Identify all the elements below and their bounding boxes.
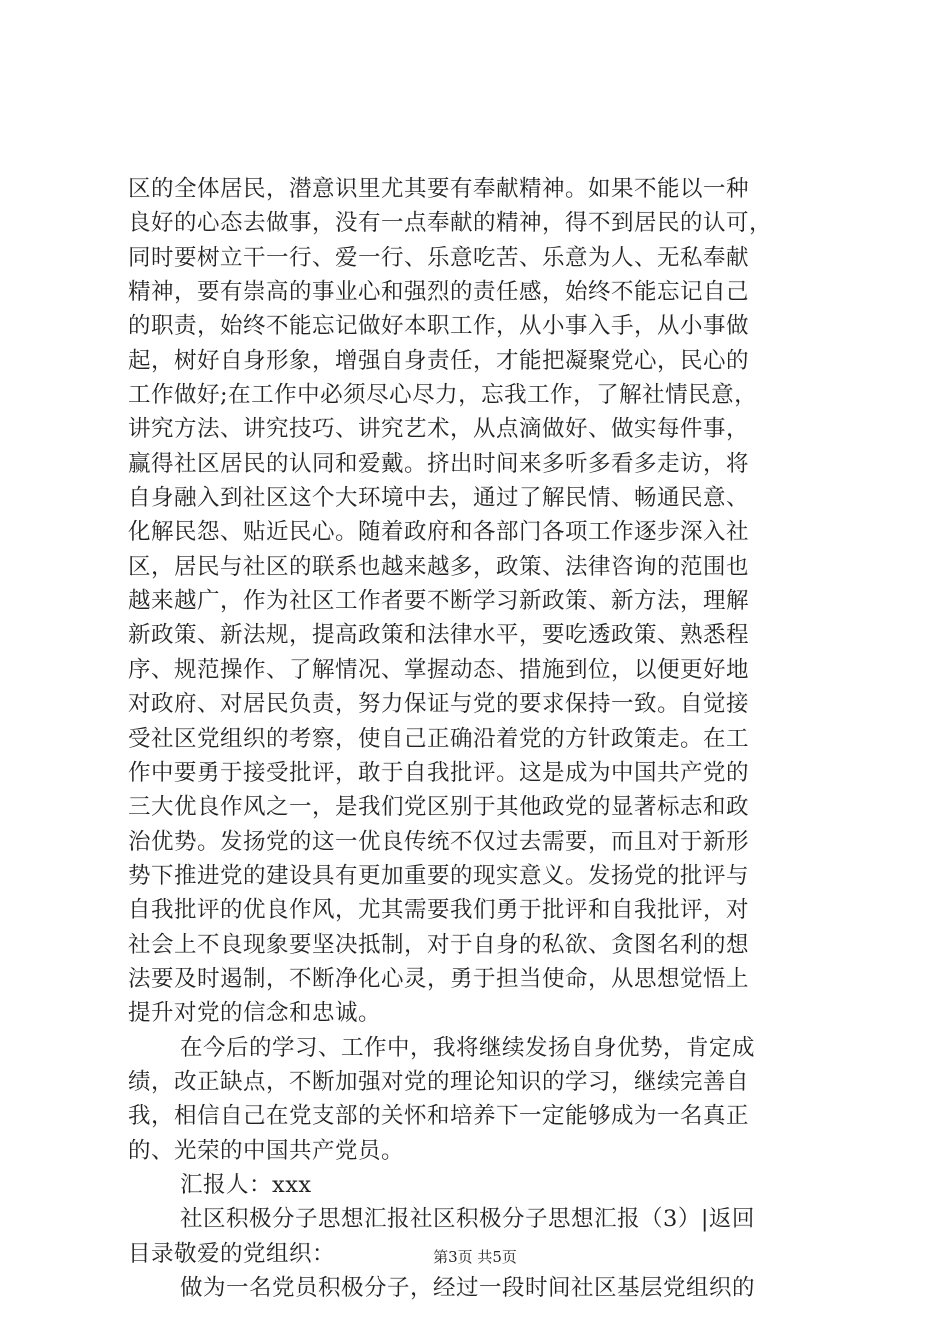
text-line: 精神，要有崇高的事业心和强烈的责任感，始终不能忘记自己 bbox=[128, 279, 750, 306]
text-line: 区，居民与社区的联系也越来越多，政策、法律咨询的范围也 bbox=[128, 553, 750, 580]
text-line: 起，树好自身形象，增强自身责任，才能把凝聚党心，民心的 bbox=[128, 347, 750, 374]
text-line: 对政府、对居民负责，努力保证与党的要求保持一致。自觉接 bbox=[128, 691, 750, 718]
text-line: 化解民怨、贴近民心。随着政府和各部门各项工作逐步深入社 bbox=[128, 519, 750, 546]
text-line: 的职责，始终不能忘记做好本职工作，从小事入手，从小事做 bbox=[128, 313, 750, 340]
text-line: 势下推进党的建设具有更加重要的现实意义。发扬党的批评与 bbox=[128, 862, 750, 889]
text-line: 三大优良作风之一，是我们党区别于其他政党的显著标志和政 bbox=[128, 794, 750, 821]
text-line: 治优势。发扬党的这一优良传统不仅过去需要，而且对于新形 bbox=[128, 828, 750, 855]
text-line: 赢得社区居民的认同和爱戴。挤出时间来多听多看多走访，将 bbox=[128, 450, 750, 477]
paragraph-start-line: 在今后的学习、工作中，我将继续发扬自身优势，肯定成 bbox=[180, 1034, 756, 1061]
document-body bbox=[128, 172, 844, 1305]
text-line: 同时要树立干一行、爱一行、乐意吃苦、乐意为人、无私奉献 bbox=[128, 244, 750, 271]
text-line: 序、规范操作、了解情况、掌握动态、措施到位，以便更好地 bbox=[128, 656, 750, 683]
page-number-footer: 第3页 共5页 bbox=[433, 1248, 517, 1266]
text-line: 新政策、新法规，提高政策和法律水平，要吃透政策、熟悉程 bbox=[128, 622, 750, 649]
text-line: 良好的心态去做事，没有一点奉献的精神，得不到居民的认可， bbox=[128, 210, 773, 237]
reporter-signature-line: 汇报人：xxx bbox=[180, 1171, 312, 1198]
text-line: 法要及时遏制，不断净化心灵，勇于担当使命，从思想觉悟上 bbox=[128, 965, 750, 992]
text-line: 的、光荣的中国共产党员。 bbox=[128, 1137, 405, 1164]
text-line: 受社区党组织的考察，使自己正确沿着党的方针政策走。在工 bbox=[128, 725, 750, 752]
text-line: 社会上不良现象要坚决抵制，对于自身的私欲、贪图名利的想 bbox=[128, 931, 750, 958]
text-line: 越来越广，作为社区工作者要不断学习新政策、新方法，理解 bbox=[128, 588, 750, 615]
text-line: 讲究方法、讲究技巧、讲究艺术，从点滴做好、做实每件事， bbox=[128, 416, 750, 443]
text-line: 我，相信自己在党支部的关怀和培养下一定能够成为一名真正 bbox=[128, 1103, 750, 1130]
text-line: 作中要勇于接受批评，敢于自我批评。这是成为中国共产党的 bbox=[128, 759, 750, 786]
text-line: 自身融入到社区这个大环境中去，通过了解民情、畅通民意、 bbox=[128, 485, 750, 512]
text-line: 提升对党的信念和忠诚。 bbox=[128, 1000, 382, 1027]
paragraph-start-line: 做为一名党员积极分子，经过一段时间社区基层党组织的 bbox=[180, 1275, 756, 1301]
text-line: 绩，改正缺点，不断加强对党的理论知识的学习，继续完善自 bbox=[128, 1068, 750, 1095]
section-heading-line: 社区积极分子思想汇报社区积极分子思想汇报（3）|返回 bbox=[180, 1206, 755, 1233]
salutation-line: 目录敬爱的党组织： bbox=[128, 1240, 336, 1267]
text-line: 自我批评的优良作风，尤其需要我们勇于批评和自我批评，对 bbox=[128, 897, 750, 924]
text-line: 工作做好;在工作中必须尽心尽力，忘我工作，了解社情民意， bbox=[128, 382, 758, 409]
text-line: 区的全体居民，潜意识里尤其要有奉献精神。如果不能以一种 bbox=[128, 176, 750, 202]
